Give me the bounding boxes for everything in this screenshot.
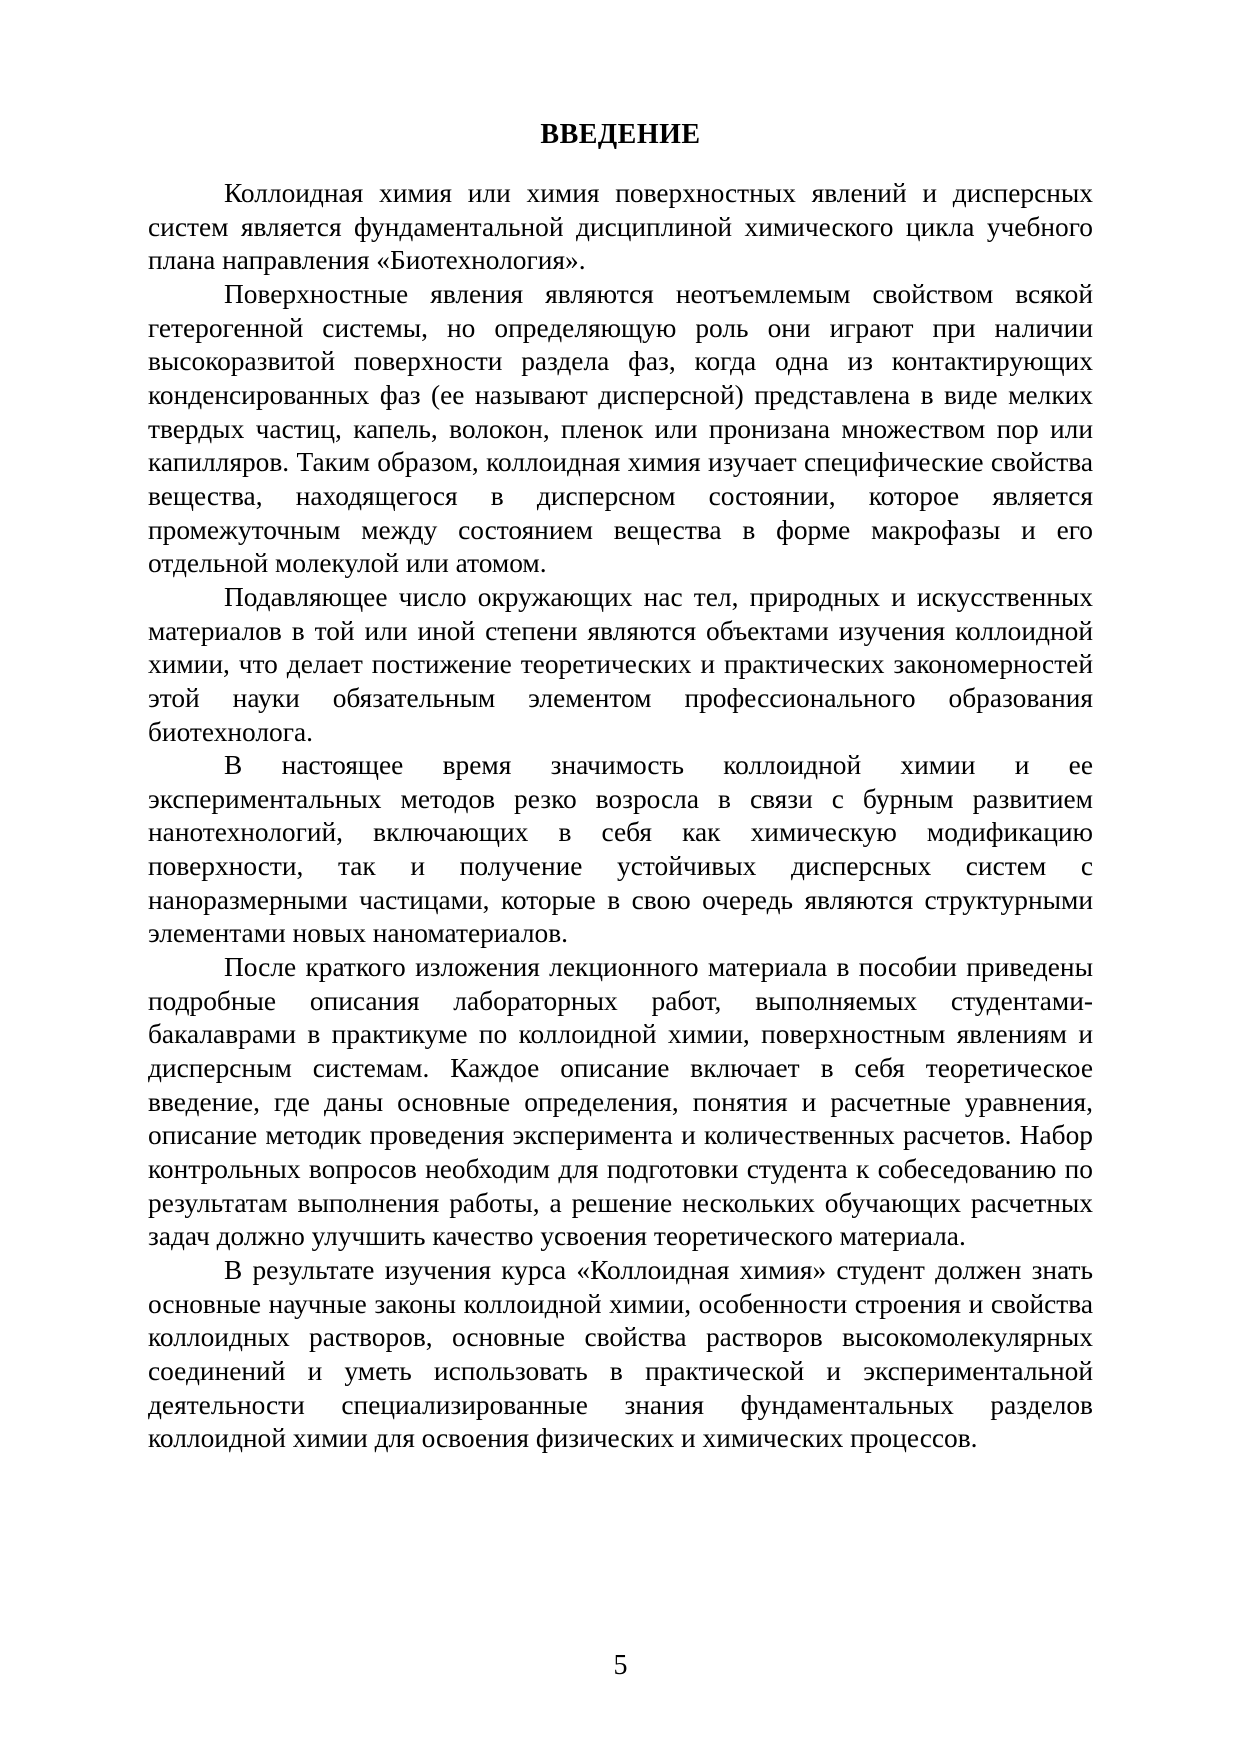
paragraph: В настоящее время значимость коллоидной химии и ее экспериментальных методов резко возросла в связи с бурным развитием нанотехнологий, включающих в себя как химическую модификацию поверхности, так и получение устойчивых дисперсных систем с наноразмерными частицами, которые в свою очередь являются структурными элементами новых наноматериалов. (148, 750, 1093, 949)
paragraph: Подавляющее число окружающих нас тел, природных и искусственных материалов в той или иной степени являются объектами изучения коллоидной химии, что делает постижение теоретических и практических закономерностей этой науки обязательным элементом профессионального образования биотехнолога. (148, 581, 1093, 747)
paragraph: Поверхностные явления являются неотъемлемым свойством всякой гетерогенной системы, но определяющую роль они играют при наличии высокоразвитой поверхности раздела фаз, когда одна из контактирующих конденсированных фаз (ее называют дисперсной) представлена в виде мелких твердых частиц, капель, волокон, пленок или пронизана множеством пор или капилляров. Таким образом, коллоидная химия изучает специфические свойства вещества, находящегося в дисперсном состоянии, которое является промежуточным между состоянием вещества в форме макрофазы и его отдельной молекулой или атомом. (148, 278, 1093, 579)
section-title: ВВЕДЕНИЕ (540, 119, 701, 150)
paragraph: В результате изучения курса «Коллоидная химия» студент должен знать основные научные законы коллоидной химии, особенности строения и свойства коллоидных растворов, основные свойства растворов высокомолекулярных соединений и уметь использовать в практической и экспериментальной деятельности специализированные знания фундаментальных разделов коллоидной химии для освоения физических и химических процессов. (148, 1255, 1093, 1454)
paragraph: После краткого изложения лекционного материала в пособии приведены подробные описания лабораторных работ, выполняемых студентами-бакалаврами в практикуме по коллоидной химии, поверхностным явлениям и дисперсным системам. Каждое описание включает в себя теоретическое введение, где даны основные определения, понятия и расчетные уравнения, описание методик проведения эксперимента и количественных расчетов. Набор контрольных вопросов необходим для подготовки студента к собеседованию по результатам выполнения работы, а решение нескольких обучающих расчетных задач должно улучшить качество усвоения теоретического материала. (148, 952, 1093, 1252)
page-number: 5 (613, 1650, 628, 1681)
paragraph: Коллоидная химия или химия поверхностных явлений и дисперсных систем является фундаментальной дисциплиной химического цикла учебного плана направления «Биотехнология». (148, 178, 1093, 276)
body-text (148, 177, 1093, 1456)
